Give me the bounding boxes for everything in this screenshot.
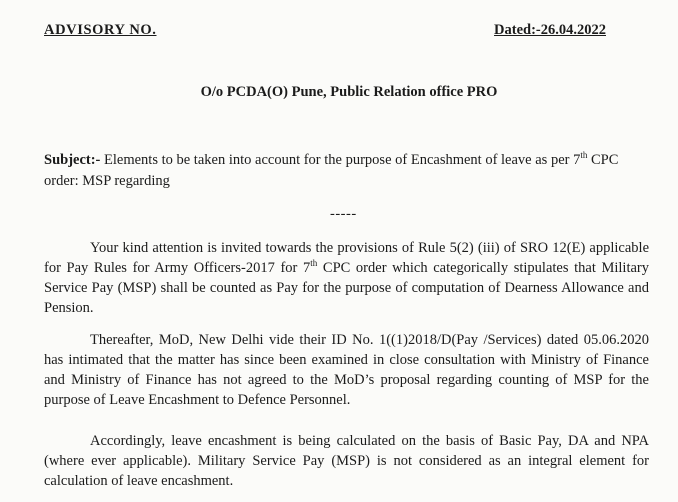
subject-line bbox=[44, 150, 654, 192]
paragraph-1-text-continued: CPC order which categorically stipulates that Military Service Pay (MSP) shall be counted as Pay for the purpose of computation of Dearness Allowance and Pension. bbox=[44, 260, 649, 316]
paragraph-1 bbox=[44, 238, 649, 318]
paragraph-2: Thereafter, MoD, New Delhi vide their ID No. 1((1)2018/D(Pay /Services) dated 05.06.2020 has intimated that the matter has since been examined in close consultation with Ministry of Finance and Ministry of Finance has not agreed to the MoD’s proposal regarding counting of MSP for the purpose of Leave Encashment to Defence Personnel. bbox=[44, 332, 649, 408]
paragraph-3: Accordingly, leave encashment is being calculated on the basis of Basic Pay, DA and NPA (where ever applicable). Military Service Pay (MSP) is not considered as an integral element for calculation of leave encashment. bbox=[44, 433, 649, 489]
advisory-number-label: ADVISORY NO. bbox=[44, 22, 157, 38]
separator: ----- bbox=[330, 206, 357, 222]
date-label: Dated:-26.04.2022 bbox=[494, 22, 606, 38]
subject-text: Elements to be taken into account for the purpose of Encashment of leave as per 7 bbox=[100, 152, 581, 168]
office-title bbox=[0, 84, 678, 101]
subject-label: Subject:- bbox=[44, 152, 101, 168]
subject-text-continued: CPC order: MSP regarding bbox=[44, 152, 619, 189]
paragraph-1-superscript: th bbox=[310, 258, 318, 269]
paragraph-1-text: Your kind attention is invited towards the provisions of Rule 5(2) (iii) of SRO 12(E) applicable for Pay Rules for Army Officers-2017 for 7 bbox=[44, 240, 649, 276]
subject-superscript: th bbox=[580, 150, 588, 161]
office-title-text: O/o PCDA(O) Pune, Public Relation office PRO bbox=[200, 84, 498, 100]
